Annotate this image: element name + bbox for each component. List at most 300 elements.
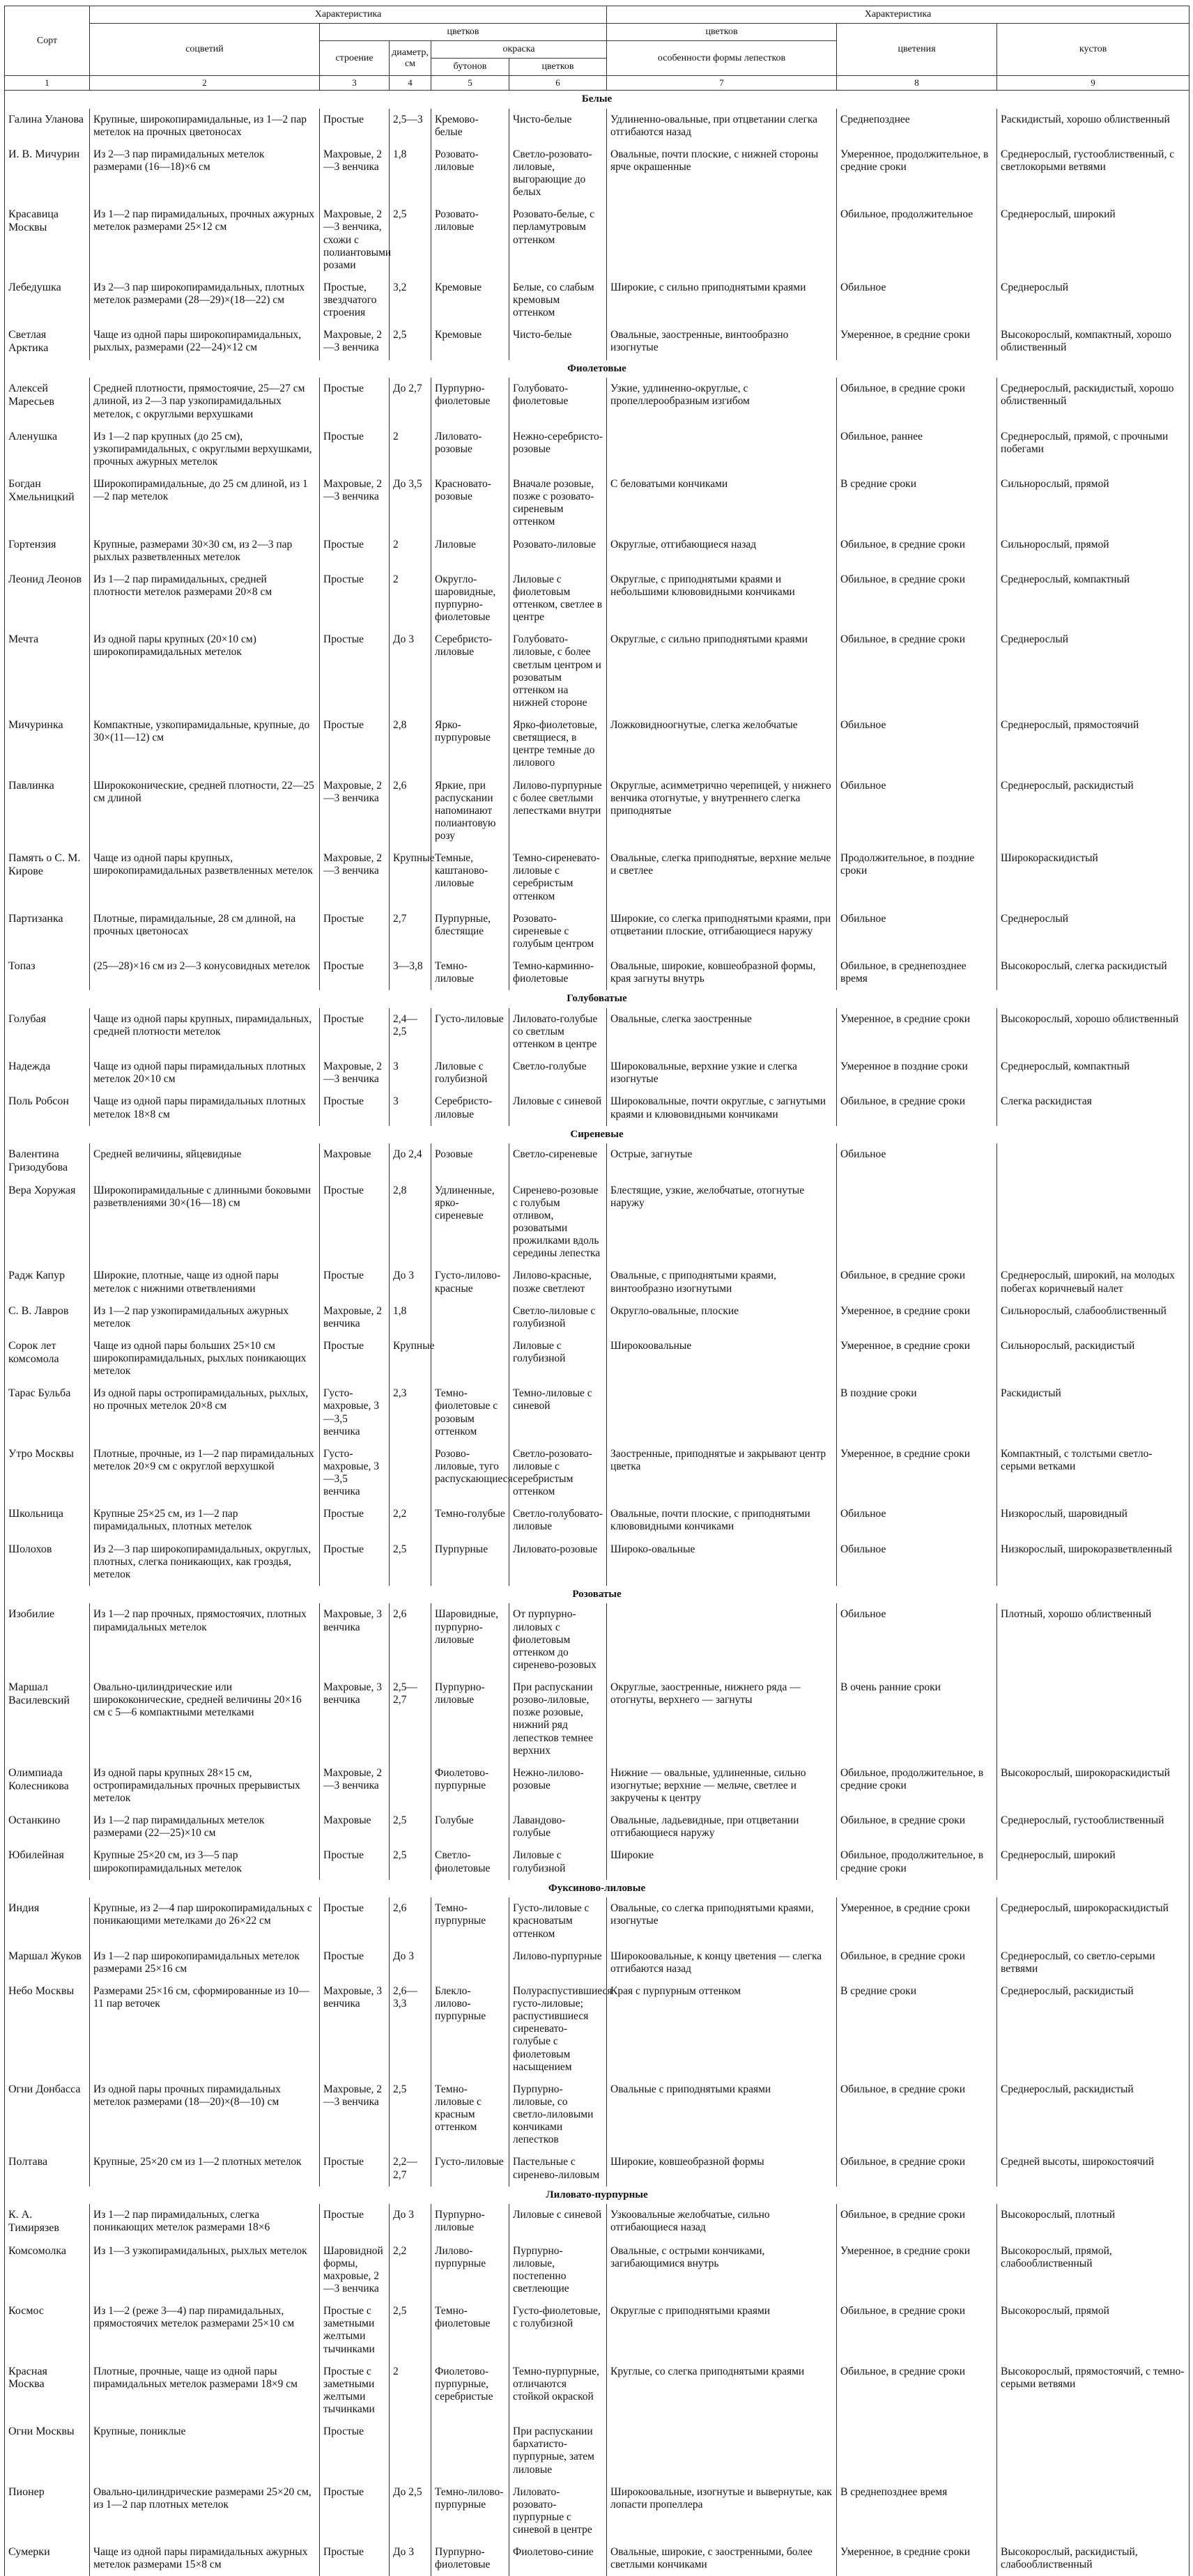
diameter-cell: Крупные xyxy=(390,1335,431,1382)
petal-shape-cell: Широкие, со слегка приподнятыми краями, при отцветании плоские, отгибающиеся наружу xyxy=(607,908,837,955)
group-title: Фуксиново-лиловые xyxy=(5,1880,1190,1898)
bud-color-cell: Серебристо-лиловые xyxy=(431,628,509,714)
structure-cell: Простые с заметными желтыми тычинками xyxy=(320,2361,390,2421)
sort-cell: Партизанка xyxy=(5,908,90,955)
petal-shape-cell: Округлые, с приподнятыми краями и небольшими клювовидными кончиками xyxy=(607,569,837,629)
table-row xyxy=(5,1265,1190,1299)
petal-shape-cell: Нижние — овальные, удлиненные, сильно изогнутые; верхние — мельче, светлее и закручены к центру xyxy=(607,1762,837,1810)
bloom-cell: Обильное xyxy=(837,1538,997,1586)
flower-color-cell: Лиловые с голубизной xyxy=(509,1335,607,1382)
table-row xyxy=(5,1503,1190,1538)
table-row xyxy=(5,2300,1190,2361)
bud-color-cell: Розовато-лиловые xyxy=(431,203,509,277)
diameter-cell: 2,8 xyxy=(390,714,431,775)
diameter-cell: До 2,4 xyxy=(390,1143,431,1179)
structure-cell: Густо-махровые, 3—3,5 венчика xyxy=(320,1382,390,1443)
table-row xyxy=(5,473,1190,534)
sort-cell: Память о С. М. Кирове xyxy=(5,847,90,908)
inflorescence-cell: Из 1—2 пар пирамидальных, средней плотности метелок размерами 20×8 см xyxy=(90,569,320,629)
table-row xyxy=(5,847,1190,908)
bush-cell: Среднерослый xyxy=(997,628,1190,714)
sort-cell: Красная Москва xyxy=(5,2361,90,2421)
petal-shape-cell: Округлые, отгибающиеся назад xyxy=(607,534,837,569)
diameter-cell: 2,6 xyxy=(390,1603,431,1676)
petal-shape-cell: Заостренные, приподнятые и закрывают центр цветка xyxy=(607,1443,837,1504)
bush-cell xyxy=(997,1143,1190,1179)
diameter-cell: 2,5 xyxy=(390,1810,431,1844)
diameter-cell xyxy=(390,2421,431,2481)
diameter-cell: 2,6 xyxy=(390,1897,431,1945)
petal-shape-cell: С беловатыми кончиками xyxy=(607,473,837,534)
bud-color-cell: Серебристо-лиловые xyxy=(431,1090,509,1125)
flower-color-cell: Чисто-белые xyxy=(509,109,607,144)
structure-cell: Махровые, 2 венчика xyxy=(320,1300,390,1335)
structure-cell: Простые xyxy=(320,1090,390,1125)
bush-cell: Сильнорослый, прямой xyxy=(997,473,1190,534)
petal-shape-cell xyxy=(607,203,837,277)
structure-cell: Простые xyxy=(320,714,390,775)
inflorescence-cell: Овально-цилиндрические размерами 25×20 см, из 1—2 пар плотных метелок xyxy=(90,2481,320,2542)
flower-color-cell: Голубовато-лиловые, с более светлым центром и розоватым оттенком на нижней стороне xyxy=(509,628,607,714)
inflorescence-cell: Плотные, пирамидальные, 28 см длиной, на прочных цветоносах xyxy=(90,908,320,955)
inflorescence-cell: Крупные 25×25 см, из 1—2 пар пирамидальных, плотных метелок xyxy=(90,1503,320,1538)
bush-cell: Средней высоты, широкостоячий xyxy=(997,2151,1190,2186)
structure-cell: Махровые xyxy=(320,1143,390,1179)
table-row xyxy=(5,714,1190,775)
characteristic-header-right: Характеристика xyxy=(607,6,1190,24)
petal-shape-cell: Округлые, заостренные, нижнего ряда — отогнуты, верхнего — загнуты xyxy=(607,1676,837,1762)
bud-color-cell: Лиловые с голубизной xyxy=(431,1056,509,1090)
diameter-cell: 1,8 xyxy=(390,144,431,204)
bud-color-cell: Темно-фиолетовые с розовым оттенком xyxy=(431,1382,509,1443)
bush-cell: Среднерослый, раскидистый xyxy=(997,1980,1190,2078)
coloring-header: окраска xyxy=(431,41,607,59)
bush-cell: Среднерослый, компактный xyxy=(997,1056,1190,1090)
bush-cell: Высокорослый, компактный, хорошо облиственный xyxy=(997,324,1190,360)
inflorescence-cell: Средней плотности, прямостоячие, 25—27 см длиной, из 2—3 пар узкопирамидальных метелок, с округлыми верхушками xyxy=(90,378,320,425)
bush-cell xyxy=(997,1180,1190,1265)
flower-color-cell: Лиловые с фиолетовым оттенком, светлее в центре xyxy=(509,569,607,629)
sort-cell: Комсомолка xyxy=(5,2240,90,2301)
diameter-cell: 2,3 xyxy=(390,1382,431,1443)
sort-cell: Утро Москвы xyxy=(5,1443,90,1504)
bloom-cell: Умеренное, в средние сроки xyxy=(837,2541,997,2576)
sort-cell: Юбилейная xyxy=(5,1844,90,1879)
diameter-cell: 2,5—3 xyxy=(390,109,431,144)
bud-color-cell: Густо-лиловые xyxy=(431,2151,509,2186)
table-row xyxy=(5,2421,1190,2481)
bud-color-cell: Темно-лилово-пурпурные xyxy=(431,2481,509,2542)
inflorescence-cell: Из 1—2 пар прочных, прямостоячих, плотных пирамидальных метелок xyxy=(90,1603,320,1676)
group-title: Голубоватые xyxy=(5,990,1190,1008)
structure-cell: Махровые, 2—3 венчика xyxy=(320,144,390,204)
bud-color-cell: Темно-фиолетовые xyxy=(431,2300,509,2361)
bloom-cell: Обильное xyxy=(837,714,997,775)
flowers-color-header: цветков xyxy=(509,59,607,76)
column-number: 5 xyxy=(431,76,509,91)
flower-color-cell: От пурпурно-лиловых с фиолетовым оттенком до сиренево-розовых xyxy=(509,1603,607,1676)
petal-shape-cell: Блестящие, узкие, желобчатые, отогнутые наружу xyxy=(607,1180,837,1265)
table-row xyxy=(5,1443,1190,1504)
bud-color-cell: Темно-лиловые с красным оттенком xyxy=(431,2078,509,2152)
inflorescence-cell: Средней величины, яйцевидные xyxy=(90,1143,320,1179)
bush-cell: Высокорослый, раскидистый, слабооблиственный xyxy=(997,2541,1190,2576)
structure-cell: Махровые, 3 венчика xyxy=(320,1676,390,1762)
diameter-cell: До 3 xyxy=(390,2541,431,2576)
column-number: 7 xyxy=(607,76,837,91)
diameter-cell: 2,5 xyxy=(390,203,431,277)
bloom-cell: Обильное, в средние сроки xyxy=(837,569,997,629)
inflorescence-header: соцветий xyxy=(90,24,320,76)
bush-cell xyxy=(997,2421,1190,2481)
petal-shape-cell: Овальные, широкие, ковшеобразной формы, края загнуты внутрь xyxy=(607,955,837,990)
sort-cell: Школьница xyxy=(5,1503,90,1538)
sort-cell: Огни Донбасса xyxy=(5,2078,90,2152)
bloom-cell: Обильное, в средние сроки xyxy=(837,628,997,714)
bloom-cell: Умеренное, в средние сроки xyxy=(837,1300,997,1335)
bloom-cell xyxy=(837,1180,997,1265)
group-row xyxy=(5,1586,1190,1604)
bud-color-cell: Кремовые xyxy=(431,277,509,324)
table-row xyxy=(5,1603,1190,1676)
diameter-cell: 1,8 xyxy=(390,1300,431,1335)
bloom-cell: Обильное xyxy=(837,908,997,955)
column-number: 6 xyxy=(509,76,607,91)
flower-color-cell: Густо-фиолетовые, с голубизной xyxy=(509,2300,607,2361)
structure-cell: Махровые, 2—3 венчика xyxy=(320,847,390,908)
petal-shape-cell: Ложковидноогнутые, слегка желобчатые xyxy=(607,714,837,775)
bud-color-cell: Кремовые xyxy=(431,324,509,360)
structure-cell: Густо-махровые, 3—3,5 венчика xyxy=(320,1443,390,1504)
flower-color-cell: Розовато-лиловые xyxy=(509,534,607,569)
bud-color-cell: Ярко-пурпуровые xyxy=(431,714,509,775)
structure-header: строение xyxy=(320,41,390,76)
diameter-cell: До 3 xyxy=(390,2204,431,2239)
petal-shape-cell: Широковальные, верхние узкие и слегка изогнутые xyxy=(607,1056,837,1090)
bud-color-cell: Яркие, при распускании напоминают полиантовую розу xyxy=(431,775,509,848)
bloom-cell: Продолжительное, в поздние сроки xyxy=(837,847,997,908)
petal-shape-cell: Широкие, ковшеобразной формы xyxy=(607,2151,837,2186)
bud-color-cell: Пурпурно-лиловые xyxy=(431,2204,509,2239)
petal-shape-cell: Овальные, с острыми кончиками, загибающимися внутрь xyxy=(607,2240,837,2301)
flower-color-cell: Лиловато-розовые xyxy=(509,1538,607,1586)
flower-color-cell: Лилово-пурпурные xyxy=(509,1945,607,1980)
structure-cell: Простые xyxy=(320,2204,390,2239)
table-row xyxy=(5,1844,1190,1879)
flower-color-cell: Розовато-белые, с перламутровым оттенком xyxy=(509,203,607,277)
diameter-cell: 3—3,8 xyxy=(390,955,431,990)
inflorescence-cell: Крупные 25×20 см, из 3—5 пар широкопирамидальных метелок xyxy=(90,1844,320,1879)
flower-color-cell: Голубовато-фиолетовые xyxy=(509,378,607,425)
diameter-header: диаметр, см xyxy=(390,41,431,76)
flower-color-cell: Нежно-серебристо-розовые xyxy=(509,426,607,473)
inflorescence-cell: Из 1—2 пар пирамидальных, слегка поникающих метелок размерами 18×6 xyxy=(90,2204,320,2239)
bush-cell: Среднерослый, широкий xyxy=(997,1844,1190,1879)
bud-color-cell xyxy=(431,1945,509,1980)
bloom-cell: Обильное xyxy=(837,775,997,848)
petal-shape-cell: Округлые, с сильно приподнятыми краями xyxy=(607,628,837,714)
bud-color-cell: Лиловато-розовые xyxy=(431,426,509,473)
bloom-cell: Умеренное, в средние сроки xyxy=(837,1897,997,1945)
inflorescence-cell: Размерами 25×16 см, сформированные из 10—11 пар веточек xyxy=(90,1980,320,2078)
bush-cell: Среднерослый, со светло-серыми ветвями xyxy=(997,1945,1190,1980)
petal-shape-cell xyxy=(607,1603,837,1676)
petal-shape-cell xyxy=(607,2421,837,2481)
sort-cell: Павлинка xyxy=(5,775,90,848)
bud-color-cell: Кремово-белые xyxy=(431,109,509,144)
flower-color-cell: Светло-розовато-лиловые, выгорающие до белых xyxy=(509,144,607,204)
structure-cell: Махровые, 3 венчика xyxy=(320,1980,390,2078)
bud-color-cell: Пурпурно-фиолетовые xyxy=(431,2541,509,2576)
bud-color-cell: Фиолетово-пурпурные xyxy=(431,1762,509,1810)
diameter-cell: 2,4—2,5 xyxy=(390,1008,431,1056)
sort-cell: Мечта xyxy=(5,628,90,714)
diameter-cell: 3 xyxy=(390,1090,431,1125)
bush-cell: Среднерослый, густооблиственный, с светлокорыми ветвями xyxy=(997,144,1190,204)
bloom-cell: Умеренное, в средние сроки xyxy=(837,1335,997,1382)
inflorescence-cell: Овально-цилиндрические или ширококонические, средней величины 20×16 см с 5—6 компактными метелками xyxy=(90,1676,320,1762)
table-row xyxy=(5,1676,1190,1762)
inflorescence-cell: Чаще из одной пары пирамидальных плотных метелок 20×10 см xyxy=(90,1056,320,1090)
inflorescence-cell: Плотные, прочные, из 1—2 пар пирамидальных метелок 20×9 см с округлой верхушкой xyxy=(90,1443,320,1504)
diameter-cell xyxy=(390,1762,431,1810)
petal-shape-cell: Широковальные, почти округлые, с загнутыми краями и клювовидными кончиками xyxy=(607,1090,837,1125)
sort-cell: Топаз xyxy=(5,955,90,990)
bud-color-cell: Темно-голубые xyxy=(431,1503,509,1538)
flower-color-cell: Светло-голубые xyxy=(509,1056,607,1090)
structure-cell: Простые xyxy=(320,1945,390,1980)
petal-shape-cell: Широкие, с сильно приподнятыми краями xyxy=(607,277,837,324)
structure-cell: Простые xyxy=(320,569,390,629)
table-row xyxy=(5,426,1190,473)
inflorescence-cell: Чаще из одной пары крупных, пирамидальных, средней плотности метелок xyxy=(90,1008,320,1056)
inflorescence-cell: Из 1—2 (реже 3—4) пар пирамидальных, прямостоячих метелок размерами 25×10 см xyxy=(90,2300,320,2361)
diameter-cell: До 3 xyxy=(390,1945,431,1980)
bud-color-cell: Пурпурно-фиолетовые xyxy=(431,378,509,425)
bush-cell: Высокорослый, прямой xyxy=(997,2300,1190,2361)
group-title: Лиловато-пурпурные xyxy=(5,2186,1190,2205)
sort-cell: Вера Хоружая xyxy=(5,1180,90,1265)
table-row xyxy=(5,378,1190,425)
sort-cell: Лебедушка xyxy=(5,277,90,324)
column-number: 9 xyxy=(997,76,1190,91)
diameter-cell: 2 xyxy=(390,569,431,629)
sort-cell: Космос xyxy=(5,2300,90,2361)
bush-cell: Среднерослый, прямой, с прочными побегами xyxy=(997,426,1190,473)
sort-cell: Голубая xyxy=(5,1008,90,1056)
structure-cell: Простые xyxy=(320,908,390,955)
diameter-cell xyxy=(390,1443,431,1504)
petal-shape-cell: Округло-овальные, плоские xyxy=(607,1300,837,1335)
bud-color-cell: Округло-шаровидные, пурпурно-фиолетовые xyxy=(431,569,509,629)
table-row xyxy=(5,1945,1190,1980)
structure-cell: Простые xyxy=(320,2421,390,2481)
column-number: 3 xyxy=(320,76,390,91)
diameter-cell: До 2,5 xyxy=(390,2481,431,2542)
bloom-cell: Умеренное, в средние сроки xyxy=(837,324,997,360)
diameter-cell: До 3 xyxy=(390,628,431,714)
bud-color-cell: Розовые xyxy=(431,1143,509,1179)
sort-cell: Валентина Гризодубова xyxy=(5,1143,90,1179)
flower-color-cell: Розовато-сиреневые с голубым центром xyxy=(509,908,607,955)
flowers-header: цветков xyxy=(320,24,607,41)
inflorescence-cell: Чаще из одной пары пирамидальных плотных метелок 18×8 см xyxy=(90,1090,320,1125)
flower-color-cell: Лиловые с синевой xyxy=(509,2204,607,2239)
diameter-cell: 2,5 xyxy=(390,1844,431,1879)
sort-cell: Богдан Хмельницкий xyxy=(5,473,90,534)
bloom-cell: Обильное, в средние сроки xyxy=(837,2151,997,2186)
structure-cell: Махровые, 2—3 венчика, схожи с полиантовыми розами xyxy=(320,203,390,277)
bud-color-cell: Пурпурные xyxy=(431,1538,509,1586)
bloom-cell: Обильное, в средние сроки xyxy=(837,2078,997,2152)
petal-shape-cell: Широкоовальные, изогнутые и вывернутые, как лопасти пропеллера xyxy=(607,2481,837,2542)
diameter-cell: 2 xyxy=(390,426,431,473)
bloom-cell: Обильное xyxy=(837,1603,997,1676)
bush-cell: Низкорослый, шаровидный xyxy=(997,1503,1190,1538)
structure-cell: Махровые, 2—3 венчика xyxy=(320,324,390,360)
inflorescence-cell: Из 1—2 пар широкопирамидальных метелок размерами 25×16 см xyxy=(90,1945,320,1980)
flower-color-cell: Светло-лиловые с голубизной xyxy=(509,1300,607,1335)
bud-color-cell: Удлиненные, ярко-сиреневые xyxy=(431,1180,509,1265)
sort-cell: Сорок лет комсомола xyxy=(5,1335,90,1382)
petal-shape-cell: Овальные с приподнятыми краями xyxy=(607,2078,837,2152)
flower-color-cell: Лиловые с синевой xyxy=(509,1090,607,1125)
flower-color-cell: Пастельные с сиренево-лиловым xyxy=(509,2151,607,2186)
table-row xyxy=(5,277,1190,324)
table-row xyxy=(5,2204,1190,2239)
structure-cell: Шаровидной формы, махровые, 2—3 венчика xyxy=(320,2240,390,2301)
inflorescence-cell: Из 1—2 пар узкопирамидальных ажурных метелок xyxy=(90,1300,320,1335)
sort-cell: Изобилие xyxy=(5,1603,90,1676)
bush-cell: Раскидистый xyxy=(997,1382,1190,1443)
bloom-cell: Умеренное, продолжительное, в средние сроки xyxy=(837,144,997,204)
bush-cell: Высокорослый, хорошо облиственный xyxy=(997,1008,1190,1056)
sort-cell: Индия xyxy=(5,1897,90,1945)
sort-cell: Аленушка xyxy=(5,426,90,473)
diameter-cell: 2,5 xyxy=(390,1538,431,1586)
petal-shape-cell: Овальные, широкие, с заостренными, более светлыми кончиками xyxy=(607,2541,837,2576)
bush-cell: Сильнорослый, раскидистый xyxy=(997,1335,1190,1382)
sort-cell: Леонид Леонов xyxy=(5,569,90,629)
structure-cell: Простые xyxy=(320,426,390,473)
inflorescence-cell: Компактные, узкопирамидальные, крупные, до 30×(11—12) см xyxy=(90,714,320,775)
bloom-cell: Умеренное в поздние сроки xyxy=(837,1056,997,1090)
structure-cell: Простые с заметными желтыми тычинками xyxy=(320,2300,390,2361)
characteristic-header-left: Характеристика xyxy=(90,6,607,24)
bloom-cell: Умеренное, в средние сроки xyxy=(837,1443,997,1504)
bud-color-cell: Пурпурные, блестящие xyxy=(431,908,509,955)
structure-cell: Простые xyxy=(320,1897,390,1945)
flowers-right-header: цветков xyxy=(607,24,837,41)
table-row xyxy=(5,2481,1190,2542)
bush-cell: Высокорослый, прямой, слабооблиственный xyxy=(997,2240,1190,2301)
bloom-cell: Обильное, продолжительное, в средние сроки xyxy=(837,1844,997,1879)
flower-color-cell: Сиренево-розовые с голубым отливом, розоватыми прожилками вдоль середины лепестка xyxy=(509,1180,607,1265)
bud-color-cell: Голубые xyxy=(431,1810,509,1844)
bud-color-cell: Лиловые xyxy=(431,534,509,569)
inflorescence-cell: Широкопирамидальные с длинными боковыми разветвлениями 30×(16—18) см xyxy=(90,1180,320,1265)
bush-cell: Среднерослый xyxy=(997,908,1190,955)
petal-shape-cell: Овальные, заостренные, винтообразно изогнутые xyxy=(607,324,837,360)
structure-cell: Простые xyxy=(320,955,390,990)
bush-cell: Среднерослый, прямостоячий xyxy=(997,714,1190,775)
table-row xyxy=(5,1980,1190,2078)
inflorescence-cell: Крупные, широкопирамидальные, из 1—2 пар метелок на прочных цветоносах xyxy=(90,109,320,144)
table-row xyxy=(5,324,1190,360)
bud-color-cell: Красновато-розовые xyxy=(431,473,509,534)
diameter-cell: 2,6—3,3 xyxy=(390,1980,431,2078)
sort-cell: Небо Москвы xyxy=(5,1980,90,2078)
group-title: Фиолетовые xyxy=(5,360,1190,378)
bush-cell: Среднерослый, густооблиственный xyxy=(997,1810,1190,1844)
petal-shape-cell xyxy=(607,426,837,473)
diameter-cell: 3,2 xyxy=(390,277,431,324)
lilac-varieties-table xyxy=(4,6,1190,2576)
buds-header: бутонов xyxy=(431,59,509,76)
table-row xyxy=(5,1056,1190,1090)
flower-color-cell: Фиолетово-синие xyxy=(509,2541,607,2576)
petal-shape-cell: Широкоовальные, к концу цветения — слегка отгибаются назад xyxy=(607,1945,837,1980)
column-number-row xyxy=(5,76,1190,91)
inflorescence-cell: Из 2—3 пар широкопирамидальных, округлых, плотных, слегка поникающих, как гроздья, метелок xyxy=(90,1538,320,1586)
bush-cell: Сильнорослый, слабооблиственный xyxy=(997,1300,1190,1335)
bush-cell: Низкорослый, широкоразветвленный xyxy=(997,1538,1190,1586)
diameter-cell: 2 xyxy=(390,534,431,569)
group-title: Белые xyxy=(5,91,1190,109)
table-row xyxy=(5,203,1190,277)
bud-color-cell: Блекло-лилово-пурпурные xyxy=(431,1980,509,2078)
table-row xyxy=(5,1008,1190,1056)
diameter-cell: До 2,7 xyxy=(390,378,431,425)
diameter-cell: 2,5 xyxy=(390,324,431,360)
bloom-cell: Обильное, в средние сроки xyxy=(837,2204,997,2239)
diameter-cell: 2,8 xyxy=(390,1180,431,1265)
group-row xyxy=(5,1126,1190,1144)
diameter-cell: 2,5—2,7 xyxy=(390,1676,431,1762)
bloom-cell xyxy=(837,2421,997,2481)
inflorescence-cell: Из 1—2 пар пирамидальных метелок размерами (22—25)×10 см xyxy=(90,1810,320,1844)
column-number: 8 xyxy=(837,76,997,91)
diameter-cell: 2,5 xyxy=(390,2078,431,2152)
structure-cell: Простые xyxy=(320,628,390,714)
flower-color-cell: Лиловато-голубые со светлым оттенком в центре xyxy=(509,1008,607,1056)
bloom-cell: В среднепозднее время xyxy=(837,2481,997,2542)
group-row xyxy=(5,360,1190,378)
bush-cell: Высокорослый, плотный xyxy=(997,2204,1190,2239)
flower-color-cell: Полураспустившиеся густо-лиловые; распустившиеся сиреневато-голубые с фиолетовым насыщением xyxy=(509,1980,607,2078)
sort-cell: К. А. Тимирязев xyxy=(5,2204,90,2239)
inflorescence-cell: Из одной пары прочных пирамидальных метелок размерами (18—20)×(8—10) см xyxy=(90,2078,320,2152)
structure-cell: Махровые xyxy=(320,1810,390,1844)
flower-color-cell: Лилово-красные, позже светлеют xyxy=(509,1265,607,1299)
diameter-cell: 2,7 xyxy=(390,908,431,955)
sort-cell: Мичуринка xyxy=(5,714,90,775)
group-title: Сиреневые xyxy=(5,1126,1190,1144)
table-row xyxy=(5,1180,1190,1265)
petal-shape-cell: Овальные, со слегка приподнятыми краями, изогнутые xyxy=(607,1897,837,1945)
flower-color-cell: Нежно-лилово-розовые xyxy=(509,1762,607,1810)
flower-color-cell: Пурпурно-лиловые, со светло-лиловыми кончиками лепестков xyxy=(509,2078,607,2152)
sort-cell: Огни Москвы xyxy=(5,2421,90,2481)
bloom-cell: Умеренное, в средние сроки xyxy=(837,2240,997,2301)
inflorescence-cell: Ширококонические, средней плотности, 22—25 см длиной xyxy=(90,775,320,848)
table-row xyxy=(5,1538,1190,1586)
bush-cell: Среднерослый, широкораскидистый xyxy=(997,1897,1190,1945)
inflorescence-cell: Крупные, пониклые xyxy=(90,2421,320,2481)
sort-cell: Маршал Василевский xyxy=(5,1676,90,1762)
flower-color-cell: Светло-голубовато-лиловые xyxy=(509,1503,607,1538)
structure-cell: Простые xyxy=(320,1265,390,1299)
